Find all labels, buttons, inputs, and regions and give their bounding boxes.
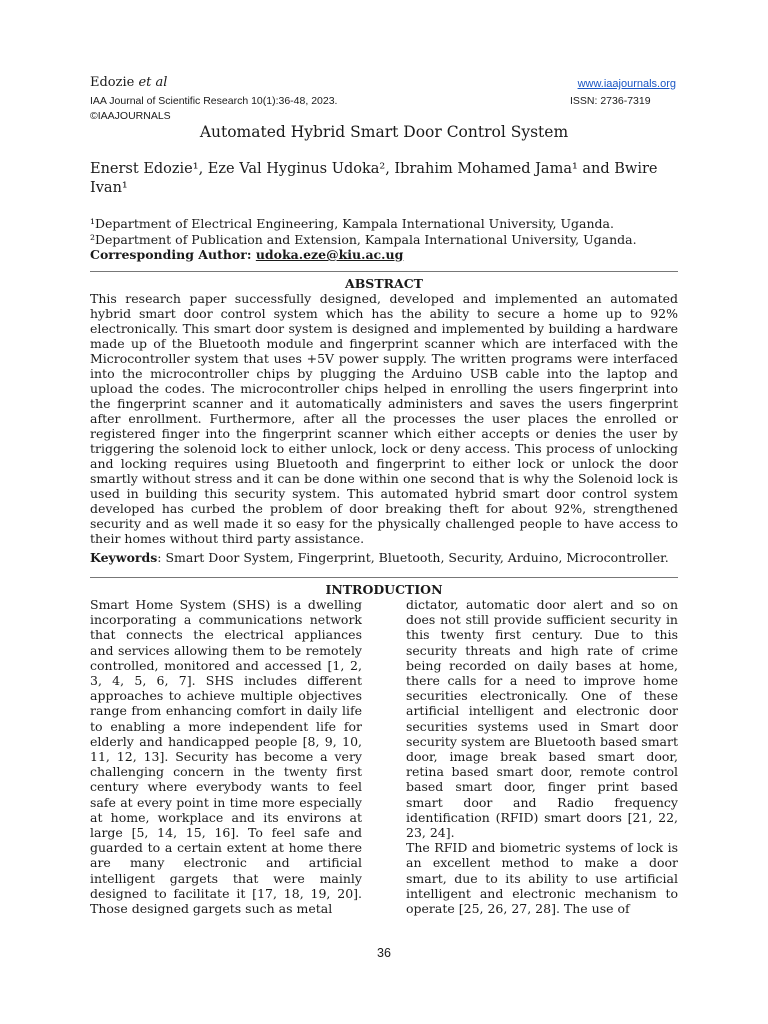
page-number: 36 [377,946,391,960]
journal-citation: IAA Journal of Scientific Research 10(1):36-48, 2023. [90,95,338,107]
introduction-top-rule [90,577,678,578]
abstract-top-rule [90,271,678,272]
introduction-paragraph-1: Smart Home System (SHS) is a dwelling incorporating a communications network that connects the electrical appliances and services allowing them to be remotely controlled, monitored and accessed [1, 2, 3, 4, 5, 6, 7]. SHS includes different approaches to achieve multiple objectives range from enhancing comfort in daily life to enabling a more independent life for elderly and handicapped people [8, 9, 10, 11, 12, 13]. Security has become a very challenging concern in the twenty first century where everybody wants to feel safe at every point in time more especially at home, workplace and its environs at large [5, 14, 15, 16]. To feel safe and guarded to a certain extent at home there are many electronic and artificial intelligent gargets that were mainly designed to facilitate it [17, 18, 19, 20]. Those designed gargets such as metal [90,597,362,917]
corresponding-author [90,247,403,262]
running-head-author: Edozie et al [90,75,168,90]
corresponding-author-label: Corresponding Author: [90,247,252,262]
introduction-right-column [406,597,678,916]
abstract-text: This research paper successfully designed, developed and implemented an automated hybrid smart door control system which has the ability to secure a home up to 92% electronically. This smart door system is designed and implemented by building a hardware made up of the Bluetooth module and fingerprint scanner which are interfaced with the Microcontroller system that uses +5V power supply. The written programs were interfaced into the microcontroller chips by plugging the Arduino USB cable into the laptop and upload the codes. The microcontroller chips helped in enrolling the users fingerprint into the fingerprint scanner and it automatically administers and saves the users fingerprint after enrollment. Furthermore, after all the processes the user places the enrolled or registered finger into the fingerprint scanner which either accepts or denies the user by triggering the solenoid lock to either unlock, lock or deny access. This process of unlocking and locking requires using Bluetooth and fingerprint to either lock or unlock the door smartly without stress and it can be done within one second that is why the Solenoid lock is used in building this security system. This automated hybrid smart door control system developed has curbed the problem of door breaking theft for about 92%, strengthened security and as well made it so easy for the physically challenged people to have access to their homes without third party assistance. [90,291,678,546]
affiliation-1: ¹Department of Electrical Engineering, Kampala International University, Uganda. [90,216,614,231]
journal-issn: ISSN: 2736-7319 [570,95,651,107]
keywords-list: : Smart Door System, Fingerprint, Bluetooth, Security, Arduino, Microcontroller. [157,550,669,565]
abstract-heading: ABSTRACT [345,276,423,291]
copyright-line: ©IAAJOURNALS [90,110,171,122]
corresponding-email-link[interactable]: udoka.eze@kiu.ac.ug [255,247,404,262]
paper-title: Automated Hybrid Smart Door Control System [199,123,569,141]
introduction-paragraph-1-continued: dictator, automatic door alert and so on does not still provide sufficient security in this twenty first century. Due to this security threats and high rate of crime being recorded on daily bases at home, there calls for a need to improve home securities electronically. One of these artificial intelligent and electronic door securities systems used in Smart door security system are Bluetooth based smart door, image break based smart door, retina based smart door, remote control based smart door, finger print based smart door and Radio frequency identification (RFID) smart doors [21, 22, 23, 24]. [406,597,678,841]
journal-website-link[interactable]: www.iaajournals.org [577,78,676,90]
author-list: Enerst Edozie¹, Eze Val Hyginus Udoka², Ibrahim Mohamed Jama¹ and Bwire Ivan¹ [90,161,658,196]
introduction-paragraph-2: The RFID and biometric systems of lock is an excellent method to make a door smart, due to its ability to use artificial intelligent and electronic mechanism to operate [25, 26, 27, 28]. The use of [406,840,678,917]
affiliation-2: ²Department of Publication and Extension, Kampala International University, Uganda. [90,232,637,247]
running-head-etal: et al [138,75,168,90]
introduction-left-column [90,597,362,916]
introduction-heading: INTRODUCTION [325,582,443,597]
keywords-label: Keywords [90,550,158,565]
keywords-line [90,550,690,565]
